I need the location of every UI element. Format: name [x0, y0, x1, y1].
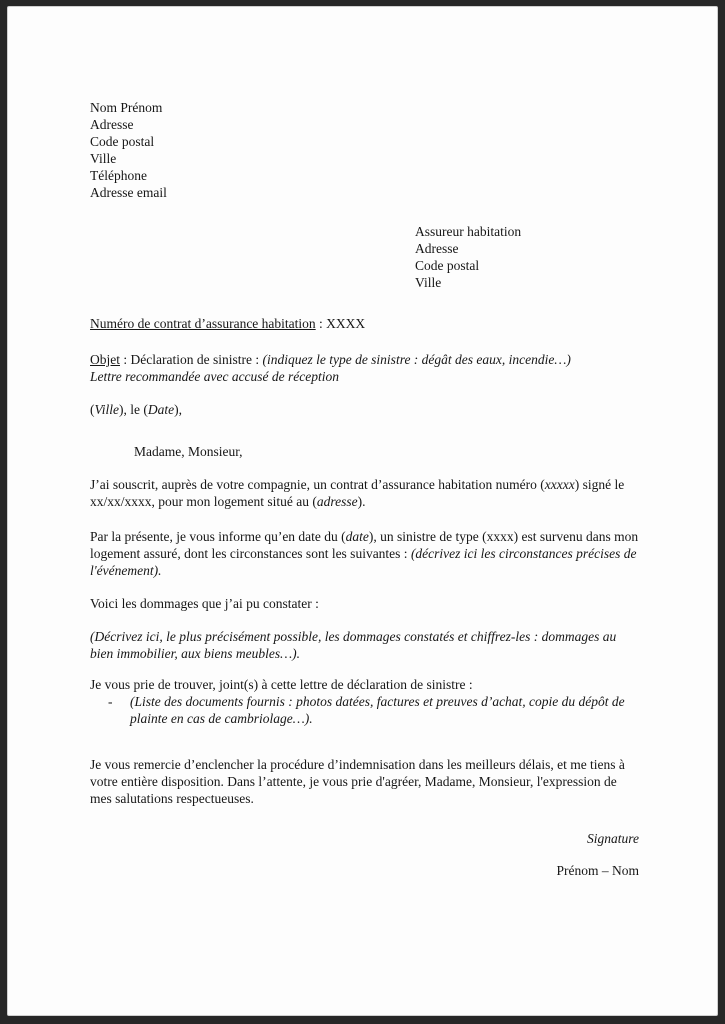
attachment-list-item	[90, 693, 639, 727]
sender-block	[90, 99, 639, 201]
recipient-postal-code: Code postal	[415, 258, 480, 273]
paragraph-attachments-intro: Je vous prie de trouver, joint(s) à cette lettre de déclaration de sinistre :	[90, 677, 473, 692]
recipient-block	[90, 223, 639, 291]
registered-mail-note: Lettre recommandée avec accusé de réception	[90, 369, 340, 384]
recipient-address: Adresse	[415, 241, 459, 256]
sender-city: Ville	[90, 151, 117, 166]
dash-marker: -	[108, 694, 113, 709]
letter-page	[7, 6, 718, 1016]
salutation: Madame, Monsieur,	[134, 444, 243, 459]
sender-phone: Téléphone	[90, 168, 147, 183]
sender-email: Adresse email	[90, 185, 167, 200]
recipient-name: Assureur habitation	[415, 224, 522, 239]
letter-content	[8, 7, 717, 1015]
paragraph-damages-details: (Décrivez ici, le plus précisément possible, les dommages constatés et chiffrez-les : dommages au bien immobilier, aux biens meubles…).	[90, 629, 617, 661]
contract-reference-line: Numéro de contrat d’assurance habitation : XXXX	[90, 316, 366, 331]
signature-label: Signature	[587, 831, 639, 846]
paragraph-closing: Je vous remercie d’enclencher la procédure d’indemnisation dans les meilleurs délais, et me tiens à votre entière disposition. Dans l’attente, je vous prie d'agréer, Madame, Monsieur, l'expression de mes salutations respectueuses.	[90, 757, 625, 806]
paragraph-subscription: J’ai souscrit, auprès de votre compagnie, un contrat d’assurance habitation numéro (xxxxx) signé le xx/xx/xxxx, pour mon logement situé au (adresse).	[90, 477, 625, 509]
date-line: (Ville), le (Date),	[90, 402, 182, 417]
signature-name: Prénom – Nom	[556, 863, 639, 878]
paragraph-damages-intro: Voici les dommages que j’ai pu constater :	[90, 596, 319, 611]
sender-postal-code: Code postal	[90, 134, 155, 149]
sender-name: Nom Prénom	[90, 100, 163, 115]
subject-line: Objet : Déclaration de sinistre : (indiquez le type de sinistre : dégât des eaux, incendie…)	[90, 352, 571, 367]
paragraph-incident: Par la présente, je vous informe qu’en date du (date), un sinistre de type (xxxx) est survenu dans mon logement assuré, dont les circonstances sont les suivantes : (décrivez ici les circonstances précises de l'événement).	[90, 529, 639, 578]
sender-address: Adresse	[90, 117, 134, 132]
recipient-city: Ville	[415, 275, 442, 290]
attachment-item-text: (Liste des documents fournis : photos datées, factures et preuves d’achat, copie du dépôt de plainte en cas de cambriolage…).	[130, 694, 625, 726]
